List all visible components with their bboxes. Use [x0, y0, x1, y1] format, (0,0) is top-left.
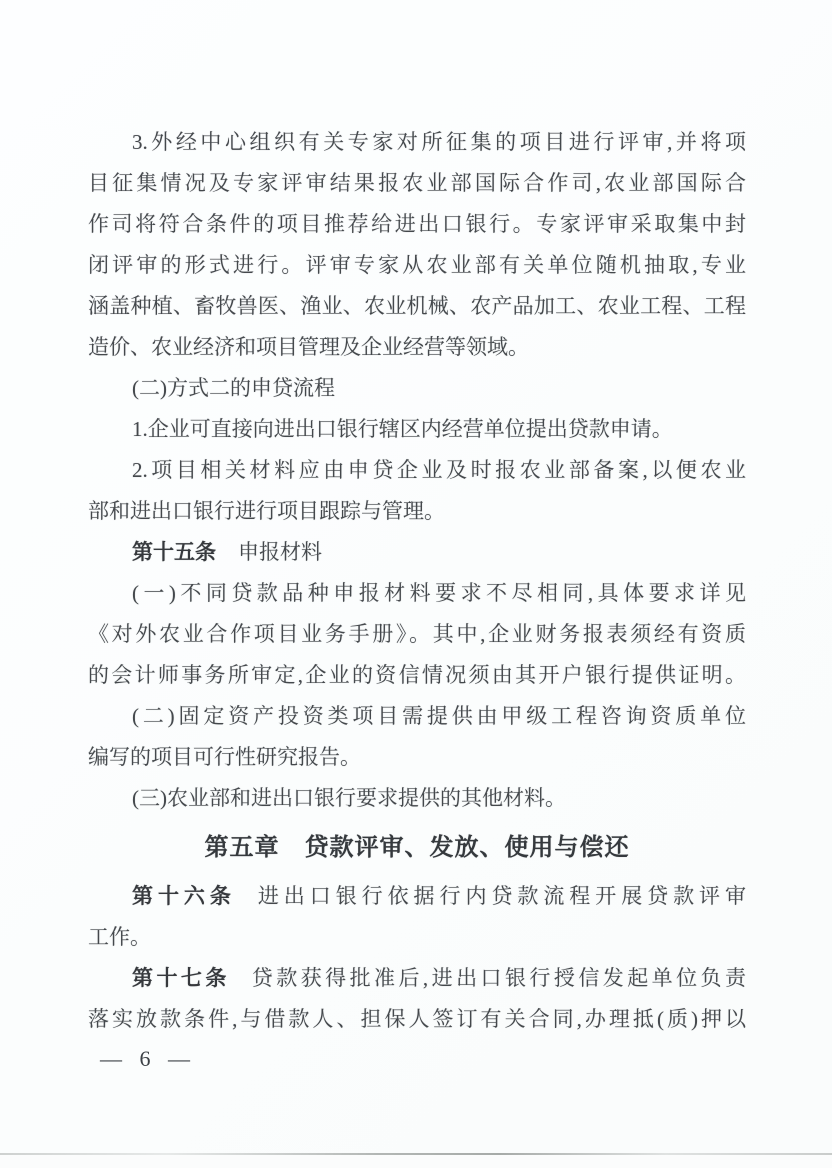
article-line — [88, 532, 746, 573]
article-number-label: 第十六条 — [132, 885, 236, 908]
text-line: 1.企业可直接向进出口银行辖区内经营单位提出贷款申请。 — [132, 417, 673, 441]
article-line — [88, 958, 746, 999]
text-line: 作司将符合条件的项目推荐给进出口银行。专家评审采取集中封 — [88, 212, 746, 236]
text-line: (一)不同贷款品种申报材料要求不尽相同,具体要求详见 — [132, 581, 746, 605]
text-line: (二)固定资产投资类项目需提供由甲级工程咨询资质单位 — [132, 704, 746, 728]
text-line: 落实放款条件,与借款人、担保人签订有关合同,办理抵(质)押以 — [88, 1007, 746, 1031]
chapter-heading: 第五章 贷款评审、发放、使用与偿还 — [204, 834, 630, 861]
text-line: 部和进出口银行进行项目跟踪与管理。 — [88, 499, 445, 523]
article-text: 申报材料 — [238, 540, 322, 564]
article-line — [88, 876, 746, 917]
page-number: — 6 — — [100, 1046, 196, 1071]
document-body — [88, 122, 746, 1040]
text-line: 涵盖种植、畜牧兽医、渔业、农业机械、农产品加工、农业工程、工程 — [88, 294, 746, 318]
article-text: 贷款获得批准后,进出口银行授信发起单位负责 — [251, 966, 746, 990]
text-line: 2.项目相关材料应由申贷企业及时报农业部备案,以便农业 — [132, 458, 746, 482]
text-line: 闭评审的形式进行。评审专家从农业部有关单位随机抽取,专业 — [88, 253, 746, 277]
text-line: (三)农业部和进出口银行要求提供的其他材料。 — [132, 786, 566, 810]
scan-background-below-edge — [0, 1155, 832, 1168]
article-text: 进出口银行依据行内贷款流程开展贷款评审 — [257, 884, 746, 908]
text-line: 目征集情况及专家评审结果报农业部国际合作司,农业部国际合 — [88, 171, 746, 195]
article-number-label: 第十五条 — [132, 541, 216, 564]
text-line: 《对外农业合作项目业务手册》。其中,企业财务报表须经有资质 — [88, 622, 746, 646]
text-line: 工作。 — [88, 925, 151, 949]
text-line: 3.外经中心组织有关专家对所征集的项目进行评审,并将项 — [132, 130, 746, 154]
text-line: (二)方式二的申贷流程 — [132, 376, 335, 400]
text-line: 的会计师事务所审定,企业的资信情况须由其开户银行提供证明。 — [88, 663, 746, 687]
text-line: 造价、农业经济和项目管理及企业经营等领域。 — [88, 335, 529, 359]
text-line: 编写的项目可行性研究报告。 — [88, 745, 361, 769]
article-number-label: 第十七条 — [132, 967, 230, 990]
